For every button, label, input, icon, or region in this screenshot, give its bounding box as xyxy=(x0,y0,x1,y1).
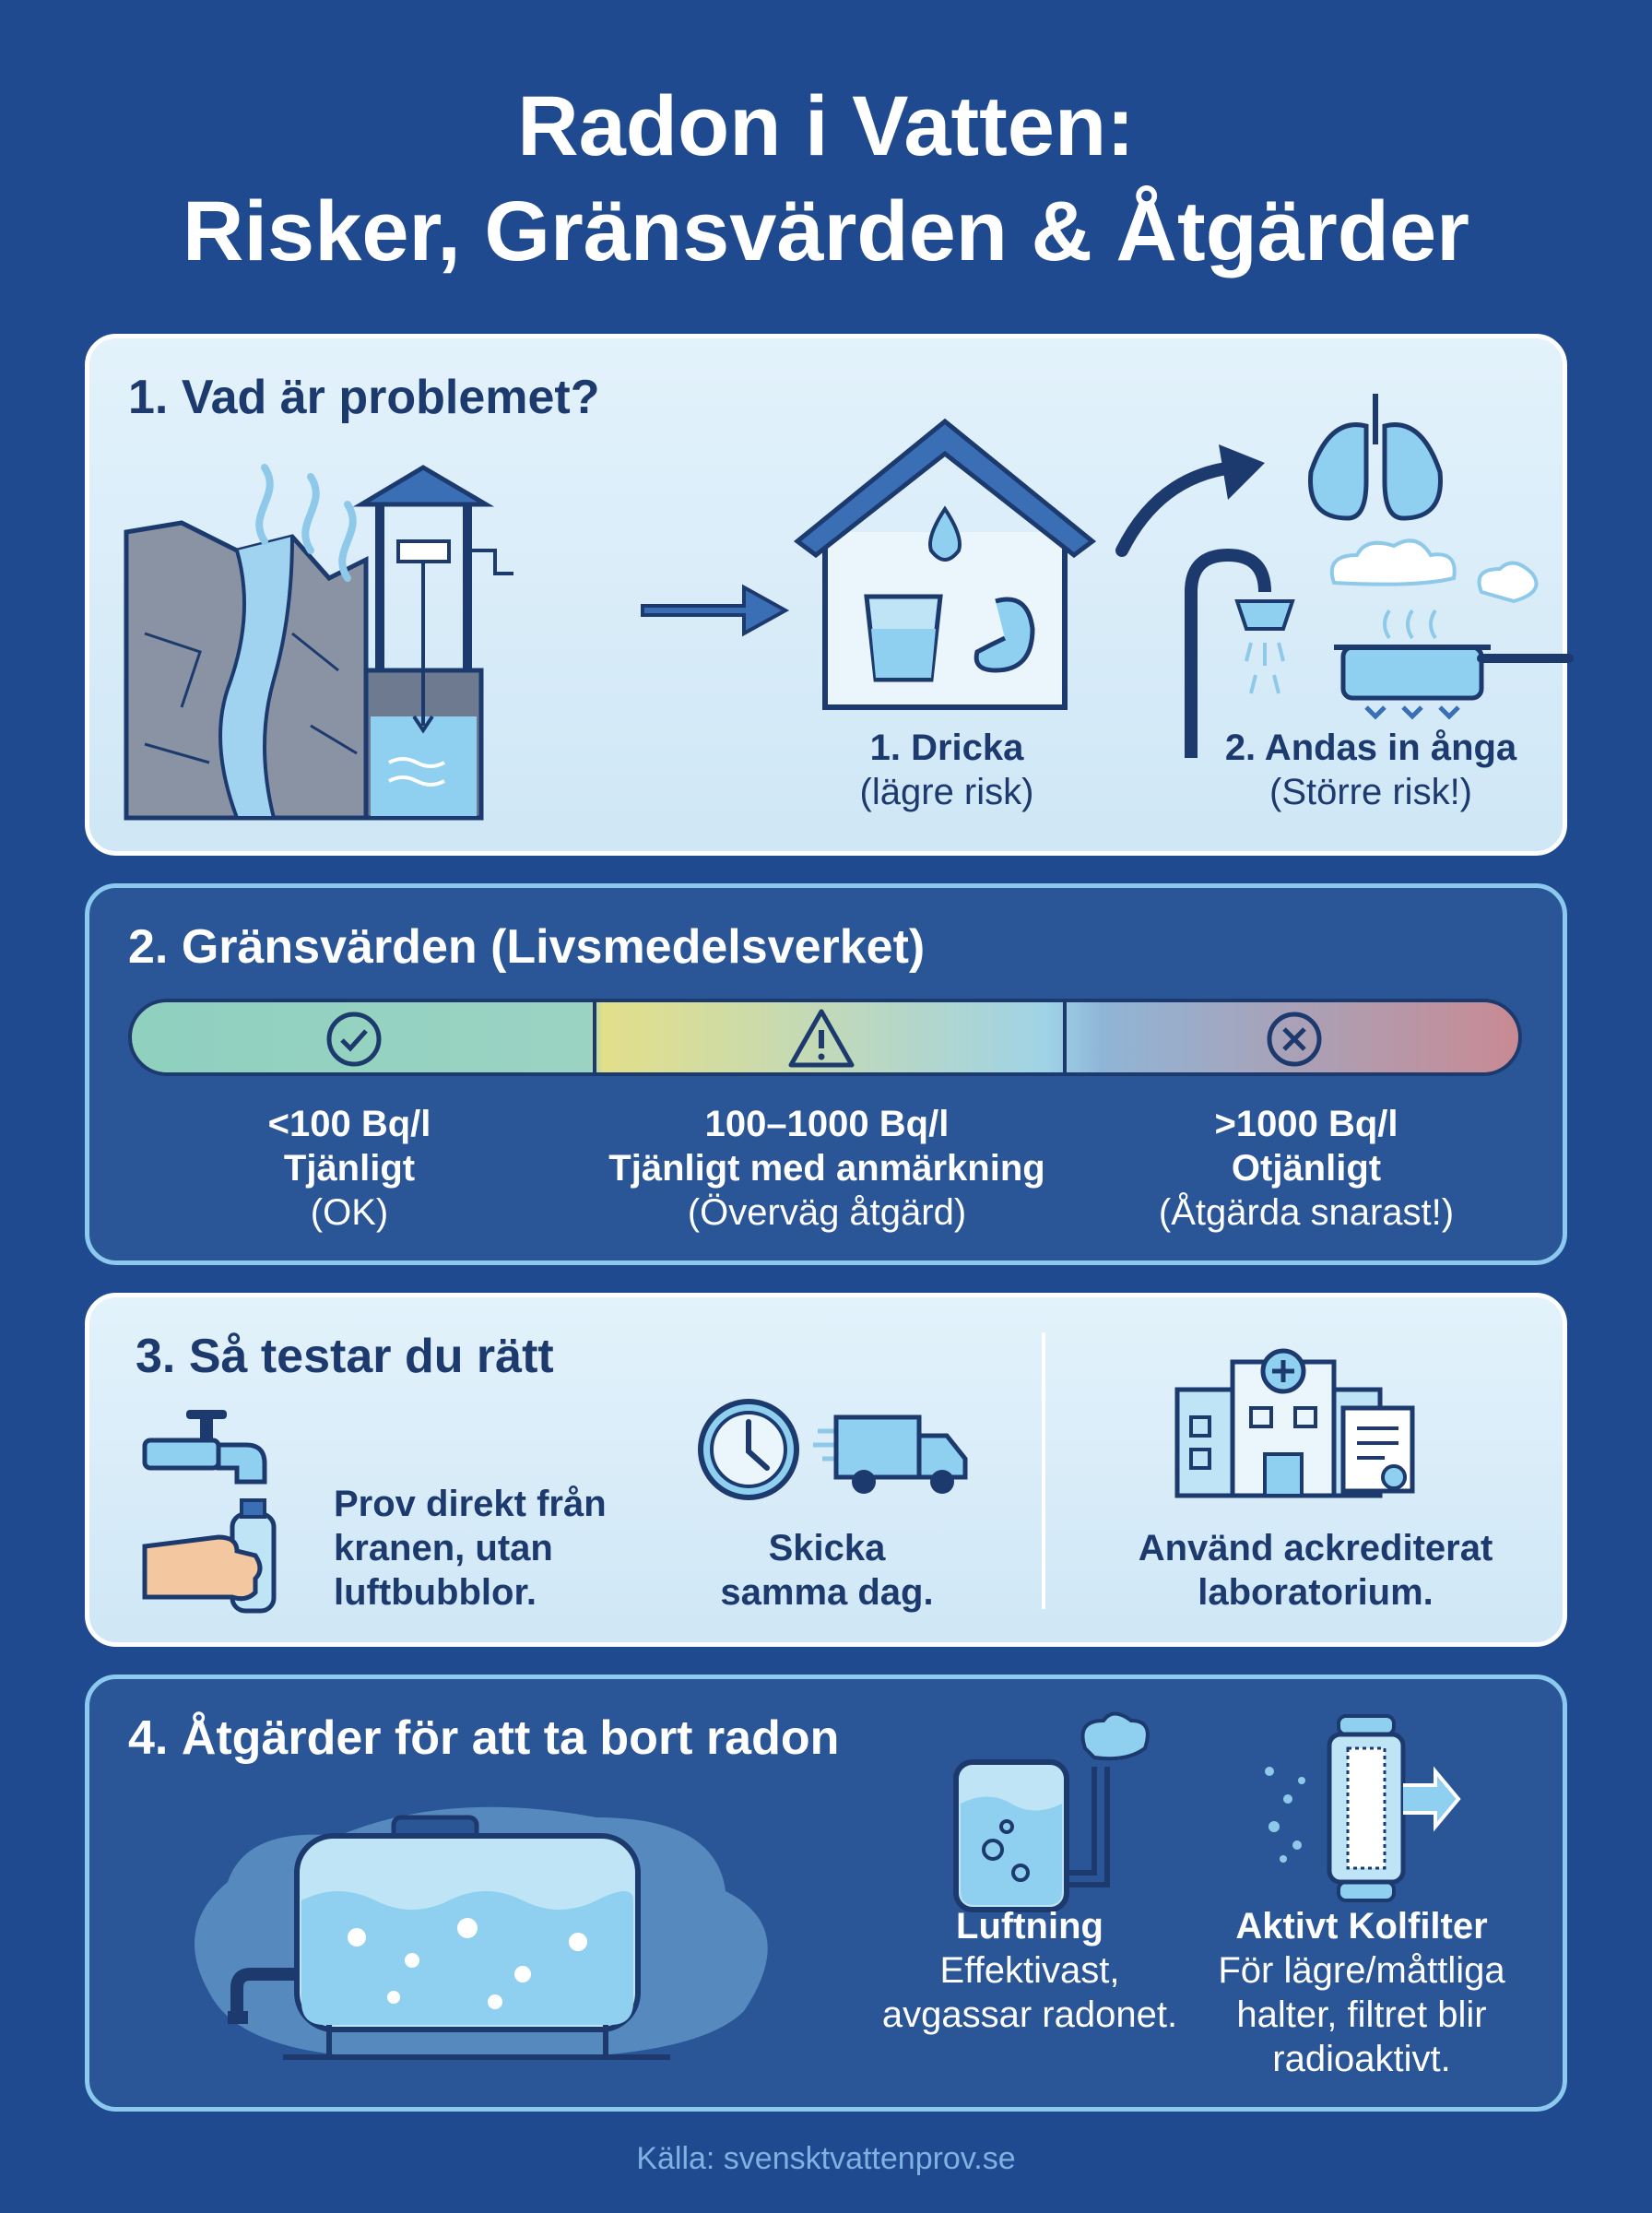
path-drink-caption xyxy=(790,726,1103,814)
path-drink-note: (lägre risk) xyxy=(859,772,1034,812)
method-carbon-filter-name: Aktivt Kolfilter xyxy=(1235,1906,1488,1947)
check-circle-icon xyxy=(324,1010,384,1069)
step-sample-line-1: Prov direkt från xyxy=(334,1484,607,1524)
aeration-icon xyxy=(956,1711,1159,1914)
level-unfit-range: >1000 Bq/l xyxy=(1214,1104,1398,1144)
step-lab-line-1: Använd ackrediterat xyxy=(1138,1528,1493,1568)
step-lab xyxy=(1085,1526,1546,1615)
section-testing-heading: 3. Så testar du rätt xyxy=(136,1330,554,1383)
water-tank-icon xyxy=(172,1790,836,2085)
section-divider xyxy=(1042,1332,1045,1609)
level-ok-note: (OK) xyxy=(310,1192,389,1233)
section-testing xyxy=(85,1293,1567,1647)
method-aeration-name: Luftning xyxy=(956,1906,1103,1947)
step-send-line-2: samma dag. xyxy=(720,1572,934,1613)
carbon-filter-icon xyxy=(1260,1716,1463,1910)
level-ok-range: <100 Bq/l xyxy=(267,1104,431,1144)
warning-icon xyxy=(788,1008,855,1069)
path-inhale-note: (Större risk!) xyxy=(1269,772,1472,812)
house-drink-icon xyxy=(788,403,1102,716)
method-carbon-filter-line-3: radioaktivt. xyxy=(1272,2039,1451,2079)
curved-arrow-icon xyxy=(1113,431,1269,560)
step-send-line-1: Skicka xyxy=(768,1528,886,1568)
section-limits-heading: 2. Gränsvärden (Livsmedelsverket) xyxy=(128,920,926,974)
level-unfit-status: Otjänligt xyxy=(1231,1148,1382,1189)
step-send xyxy=(689,1526,965,1615)
title-line-2: Risker, Gränsvärden & Åtgärder xyxy=(183,184,1469,278)
method-carbon-filter-line-2: halter, filtret blir xyxy=(1236,1994,1487,2035)
section-problem-heading: 1. Vad är problemet? xyxy=(128,371,600,424)
method-aeration-line-1: Effektivast, xyxy=(939,1950,1120,1991)
step-sample xyxy=(334,1482,629,1615)
level-remark-note: (Överväg åtgärd) xyxy=(687,1192,967,1233)
level-unfit xyxy=(1076,1102,1537,1235)
step-lab-line-2: laboratorium. xyxy=(1198,1572,1434,1613)
path-inhale-caption xyxy=(1177,726,1564,814)
level-remark-range: 100–1000 Bq/l xyxy=(704,1104,950,1144)
bedrock-well-icon xyxy=(126,449,643,818)
step-sample-line-3: luftbubblor. xyxy=(334,1572,537,1613)
step-sample-line-2: kranen, utan xyxy=(334,1528,553,1568)
laboratory-icon xyxy=(1177,1343,1417,1500)
section-measures-heading: 4. Åtgärder för att ta bort radon xyxy=(128,1711,840,1765)
level-remark xyxy=(550,1102,1103,1235)
method-carbon-filter xyxy=(1177,1904,1546,2081)
section-problem xyxy=(85,334,1567,856)
method-aeration xyxy=(845,1904,1214,2037)
lungs-icon xyxy=(1297,389,1454,527)
level-unfit-note: (Åtgärda snarast!) xyxy=(1158,1192,1455,1233)
tap-bottle-icon xyxy=(145,1408,301,1620)
level-ok xyxy=(128,1102,571,1235)
level-ok-status: Tjänligt xyxy=(283,1148,416,1189)
path-drink-label: 1. Dricka xyxy=(869,728,1024,768)
method-aeration-line-2: avgassar radonet. xyxy=(881,1994,1178,2035)
title-line-1: Radon i Vatten: xyxy=(517,79,1135,173)
page-title xyxy=(0,74,1652,284)
arrow-right-icon xyxy=(643,578,790,643)
path-inhale-label: 2. Andas in ånga xyxy=(1224,728,1517,768)
clock-truck-icon xyxy=(698,1394,974,1514)
section-limits xyxy=(85,883,1567,1265)
level-remark-status: Tjänligt med anmärkning xyxy=(608,1148,1045,1189)
method-carbon-filter-line-1: För lägre/måttliga xyxy=(1218,1950,1505,1991)
x-circle-icon xyxy=(1265,1010,1324,1069)
steaming-pot-icon xyxy=(1306,537,1574,721)
section-measures xyxy=(85,1675,1567,2112)
source-credit: Källa: svensktvattenprov.se xyxy=(636,2141,1016,2176)
